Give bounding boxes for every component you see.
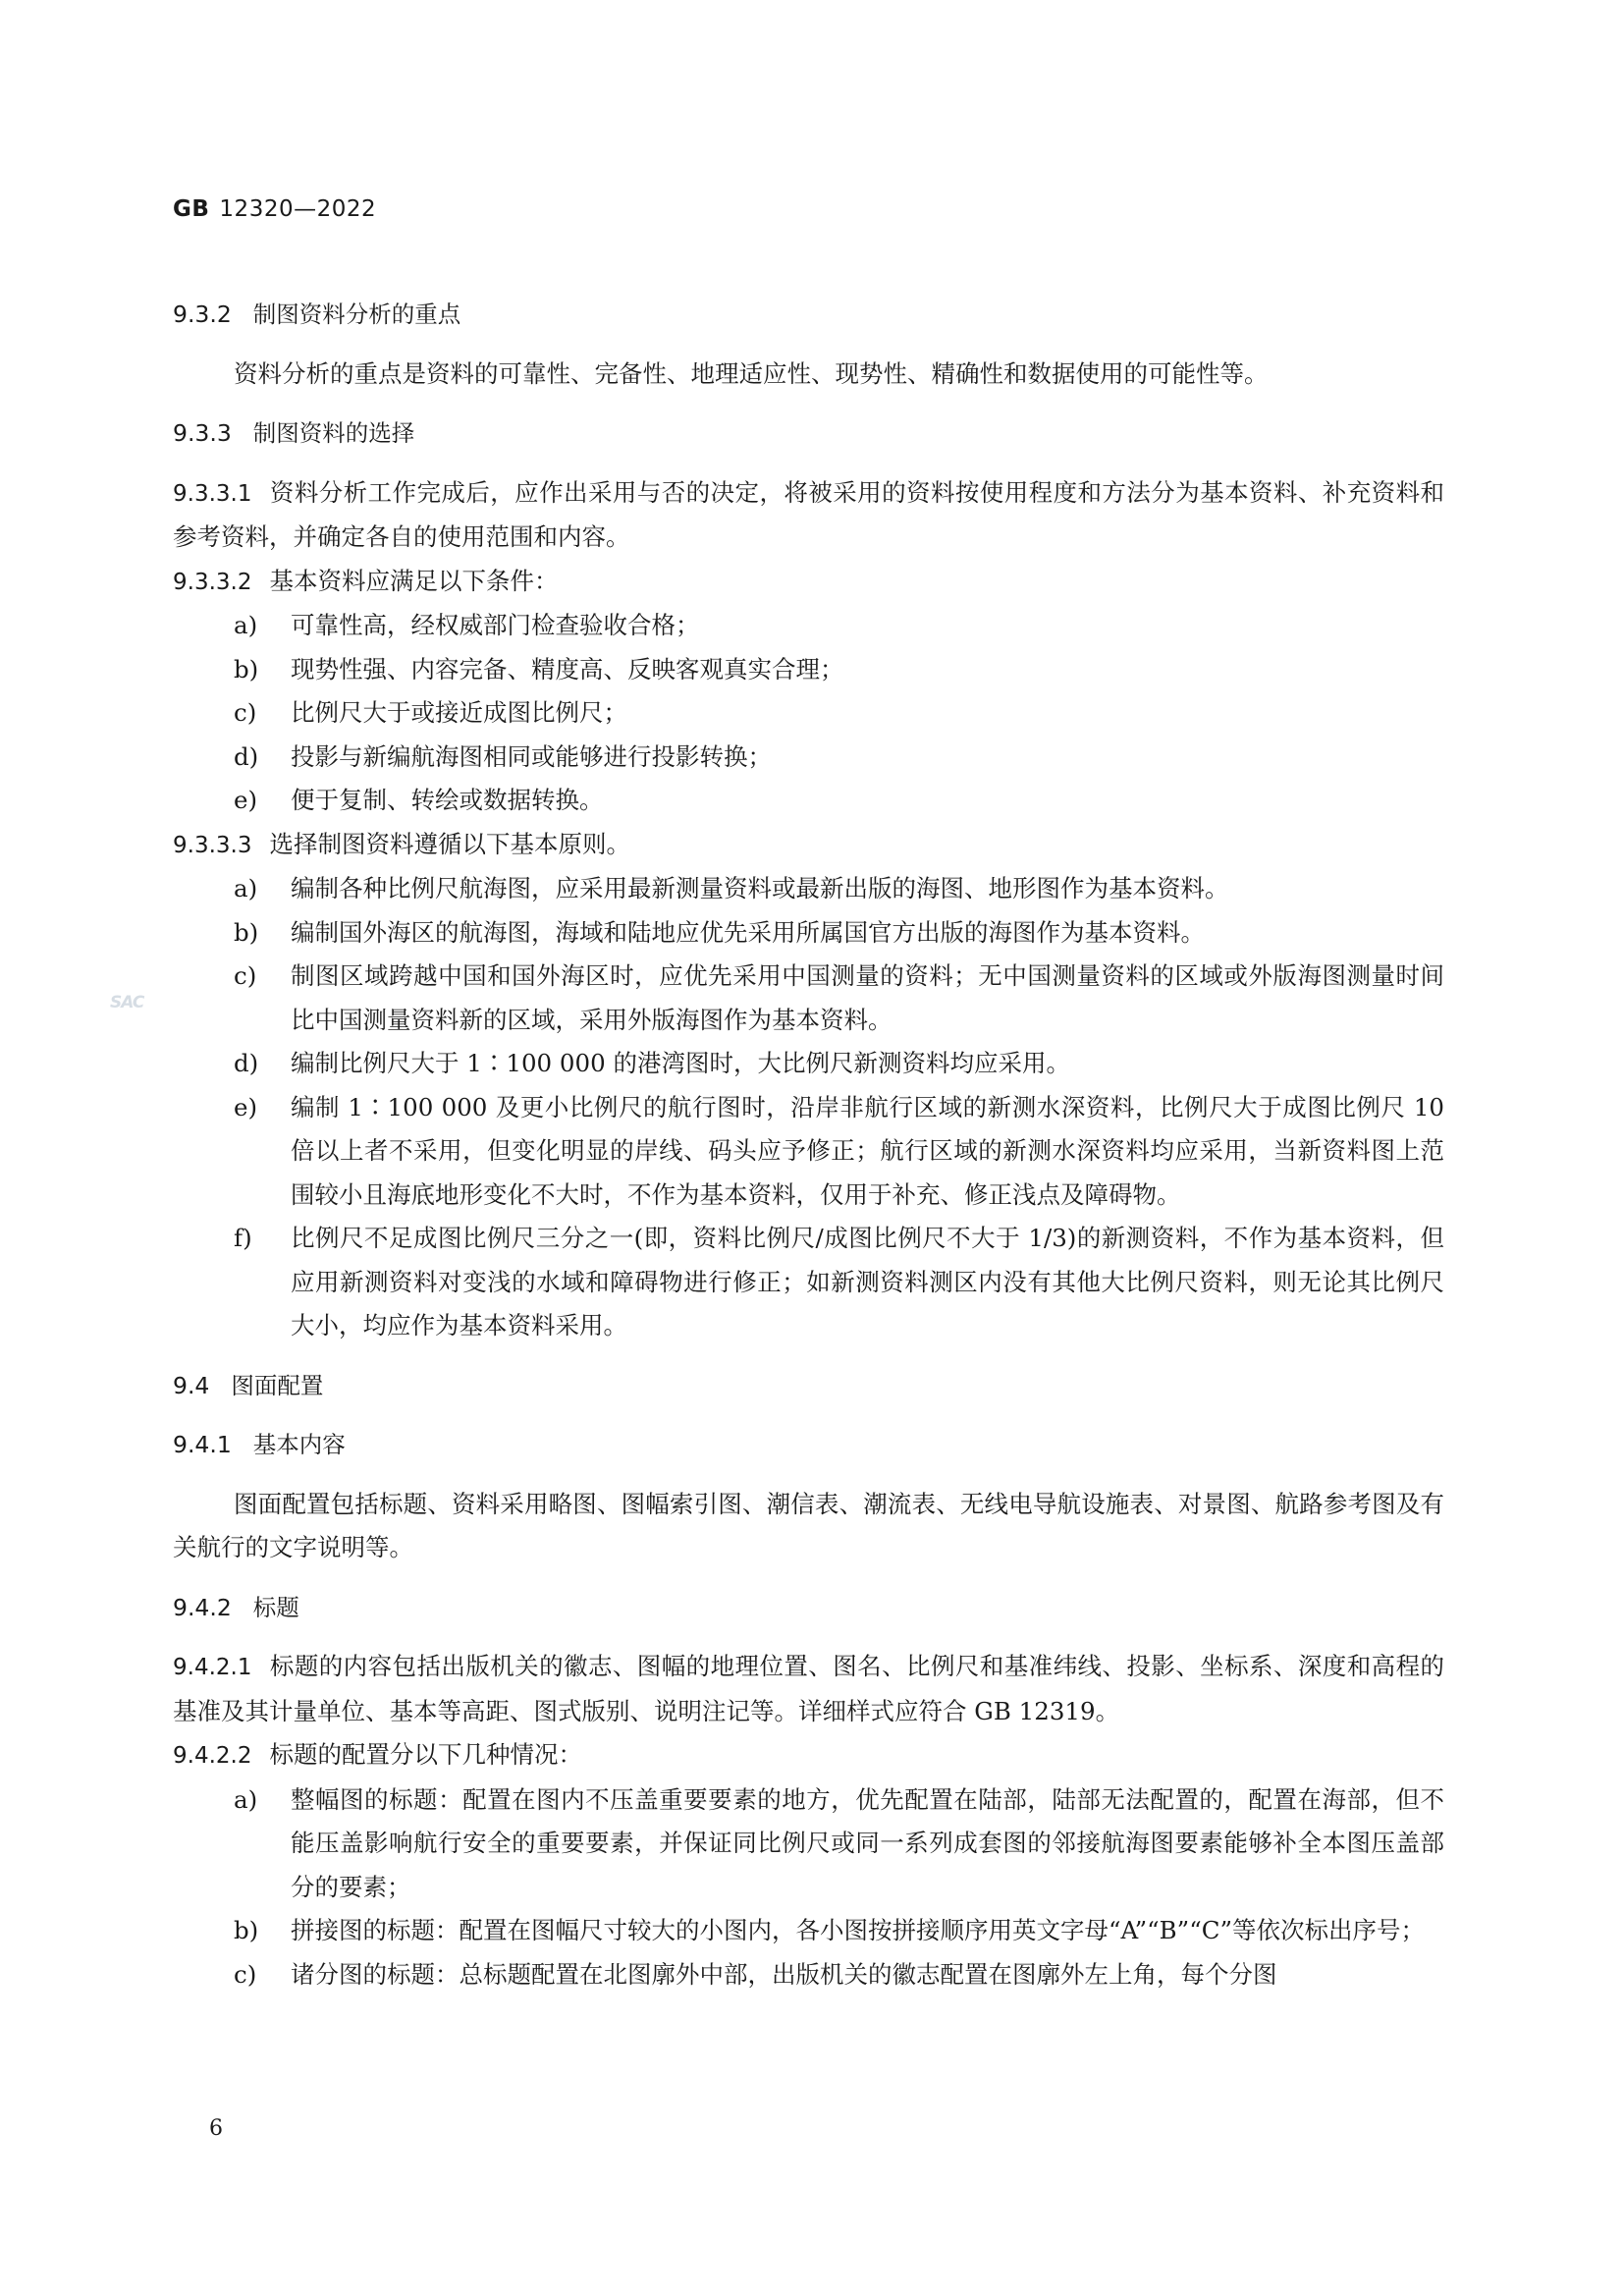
heading-9-3-3 <box>173 411 1444 456</box>
list-item <box>173 1953 1444 1997</box>
list-item <box>173 604 1444 648</box>
heading-9-4 <box>173 1364 1444 1408</box>
list-marker: f) <box>234 1224 252 1252</box>
clause-number: 9.3.3.1 <box>173 480 252 507</box>
list-marker: d) <box>234 741 259 771</box>
clause-text: 标题的内容包括出版机关的徽志、图幅的地理位置、图名、比例尺和基准纬线、投影、坐标系、深度和高程的基准及其计量单位、基本等高距、图式版别、说明注记等。详细样式应符合 GB 12319。 <box>173 1652 1444 1725</box>
list-item-text: 编制各种比例尺航海图，应采用最新测量资料或最新出版的海图、地形图作为基本资料。 <box>291 874 1229 902</box>
list-item-text: 便于复制、转绘或数据转换。 <box>291 786 604 814</box>
clause-9-4-2-2 <box>173 1733 1444 1778</box>
list-marker: e) <box>234 1092 258 1121</box>
list-item <box>173 867 1444 911</box>
clause-text: 资料分析工作完成后，应作出采用与否的决定，将被采用的资料按使用程度和方法分为基本资料、补充资料和参考资料，并确定各自的使用范围和内容。 <box>173 477 1444 551</box>
list-item <box>173 1909 1444 1953</box>
list-marker: a) <box>234 611 258 639</box>
list-marker: e) <box>234 786 258 814</box>
list-item <box>173 955 1444 1042</box>
heading-title: 基本内容 <box>252 1431 346 1458</box>
clause-text: 选择制图资料遵循以下基本原则。 <box>269 829 630 858</box>
list-item-text: 编制国外海区的航海图，海域和陆地应优先采用所属国官方出版的海图作为基本资料。 <box>291 917 1205 947</box>
clause-9-3-3-3 <box>173 823 1444 868</box>
clause-9-4-2-1 <box>173 1645 1444 1733</box>
list-marker: c) <box>234 961 257 990</box>
list-item-text: 拼接图的标题：配置在图幅尺寸较大的小图内，各小图按拼接顺序用英文字母“A”“B”“C”等依次标出序号； <box>291 1916 1425 1944</box>
heading-9-3-2 <box>173 293 1444 337</box>
list-item <box>173 691 1444 736</box>
standard-number: 12320—2022 <box>219 196 377 222</box>
heading-title: 图面配置 <box>231 1371 324 1399</box>
sac-watermark: SAC <box>110 993 144 1012</box>
list-item <box>173 1778 1444 1910</box>
list-marker: a) <box>234 874 258 902</box>
clause-text: 基本资料应满足以下条件： <box>269 566 559 595</box>
list-item <box>173 1217 1444 1348</box>
list-item <box>173 648 1444 692</box>
page-number: 6 <box>209 2116 223 2141</box>
heading-9-4-1 <box>173 1423 1444 1467</box>
clause-9-3-3-1 <box>173 471 1444 560</box>
clause-number: 9.3.3.2 <box>173 569 252 595</box>
list-item-text: 编制 1∶100 000 及更小比例尺的航行图时，沿岸非航行区域的新测水深资料，比例尺大于成图比例尺 10 倍以上者不采用，但变化明显的岸线、码头应予修正；航行区域的新测水深资料均应采用，当新资料图上范围较小且海底地形变化不大时，不作为基本资料，仅用于补充、修正浅点及障碍物。 <box>291 1092 1444 1209</box>
document-body <box>173 293 1444 1996</box>
clause-number: 9.3.3.3 <box>173 832 252 858</box>
paragraph-9-4-1: 图面配置包括标题、资料采用略图、图幅索引图、潮信表、潮流表、无线电导航设施表、对景图、航路参考图及有关航行的文字说明等。 <box>173 1489 1444 1561</box>
list-item-text: 编制比例尺大于 1∶100 000 的港湾图时，大比例尺新测资料均应采用。 <box>291 1049 1070 1077</box>
list-item-text: 整幅图的标题：配置在图内不压盖重要要素的地方，优先配置在陆部，陆部无法配置的，配置在海部，但不能压盖影响航行安全的重要要素，并保证同比例尺或同一系列成套图的邻接航海图要素能够补全本图压盖部分的要素； <box>291 1784 1444 1901</box>
list-item <box>173 911 1444 956</box>
list-marker: b) <box>234 917 259 947</box>
list-marker: c) <box>234 1959 257 1989</box>
list-marker: c) <box>234 698 257 727</box>
heading-number: 9.4.1 <box>173 1431 232 1458</box>
list-marker: a) <box>234 1784 258 1814</box>
paragraph-9-3-2: 资料分析的重点是资料的可靠性、完备性、地理适应性、现势性、精确性和数据使用的可能性等。 <box>234 358 1269 388</box>
list-marker: d) <box>234 1049 259 1077</box>
standard-prefix: GB <box>173 196 210 222</box>
clause-9-3-3-2 <box>173 560 1444 605</box>
list-marker: b) <box>234 654 259 683</box>
heading-title: 标题 <box>252 1593 299 1621</box>
heading-title: 制图资料的选择 <box>252 419 415 447</box>
list-item-text: 可靠性高，经权威部门检查验收合格； <box>291 611 700 639</box>
list-item <box>173 1042 1444 1086</box>
heading-number: 9.4.2 <box>173 1593 232 1621</box>
list-marker: b) <box>234 1916 259 1944</box>
list-item-text: 现势性强、内容完备、精度高、反映客观真实合理； <box>291 654 844 683</box>
heading-title: 制图资料分析的重点 <box>252 301 461 328</box>
heading-number: 9.4 <box>173 1371 210 1399</box>
heading-number: 9.3.2 <box>173 301 232 328</box>
heading-number: 9.3.3 <box>173 419 232 447</box>
list-item-text: 制图区域跨越中国和国外海区时，应优先采用中国测量的资料；无中国测量资料的区域或外版海图测量时间比中国测量资料新的区域，采用外版海图作为基本资料。 <box>291 961 1444 1034</box>
clause-number: 9.4.2.2 <box>173 1743 252 1769</box>
list-item-text: 投影与新编航海图相同或能够进行投影转换； <box>291 741 772 771</box>
list-item-text: 比例尺不足成图比例尺三分之一(即，资料比例尺/成图比例尺不大于 1/3)的新测资料，不作为基本资料，但应用新测资料对变浅的水域和障碍物进行修正；如新测资料测区内没有其他大比例尺资料，则无论其比例尺大小，均应作为基本资料采用。 <box>291 1224 1444 1339</box>
list-item <box>173 1086 1444 1218</box>
page-header <box>173 196 376 222</box>
list-item <box>173 736 1444 780</box>
clause-text: 标题的配置分以下几种情况： <box>269 1740 582 1769</box>
list-item-text: 诸分图的标题：总标题配置在北图廓外中部，出版机关的徽志配置在图廓外左上角，每个分图 <box>291 1959 1277 1989</box>
list-item <box>173 779 1444 823</box>
heading-9-4-2 <box>173 1586 1444 1630</box>
clause-number: 9.4.2.1 <box>173 1655 252 1680</box>
list-item-text: 比例尺大于或接近成图比例尺； <box>291 698 627 727</box>
